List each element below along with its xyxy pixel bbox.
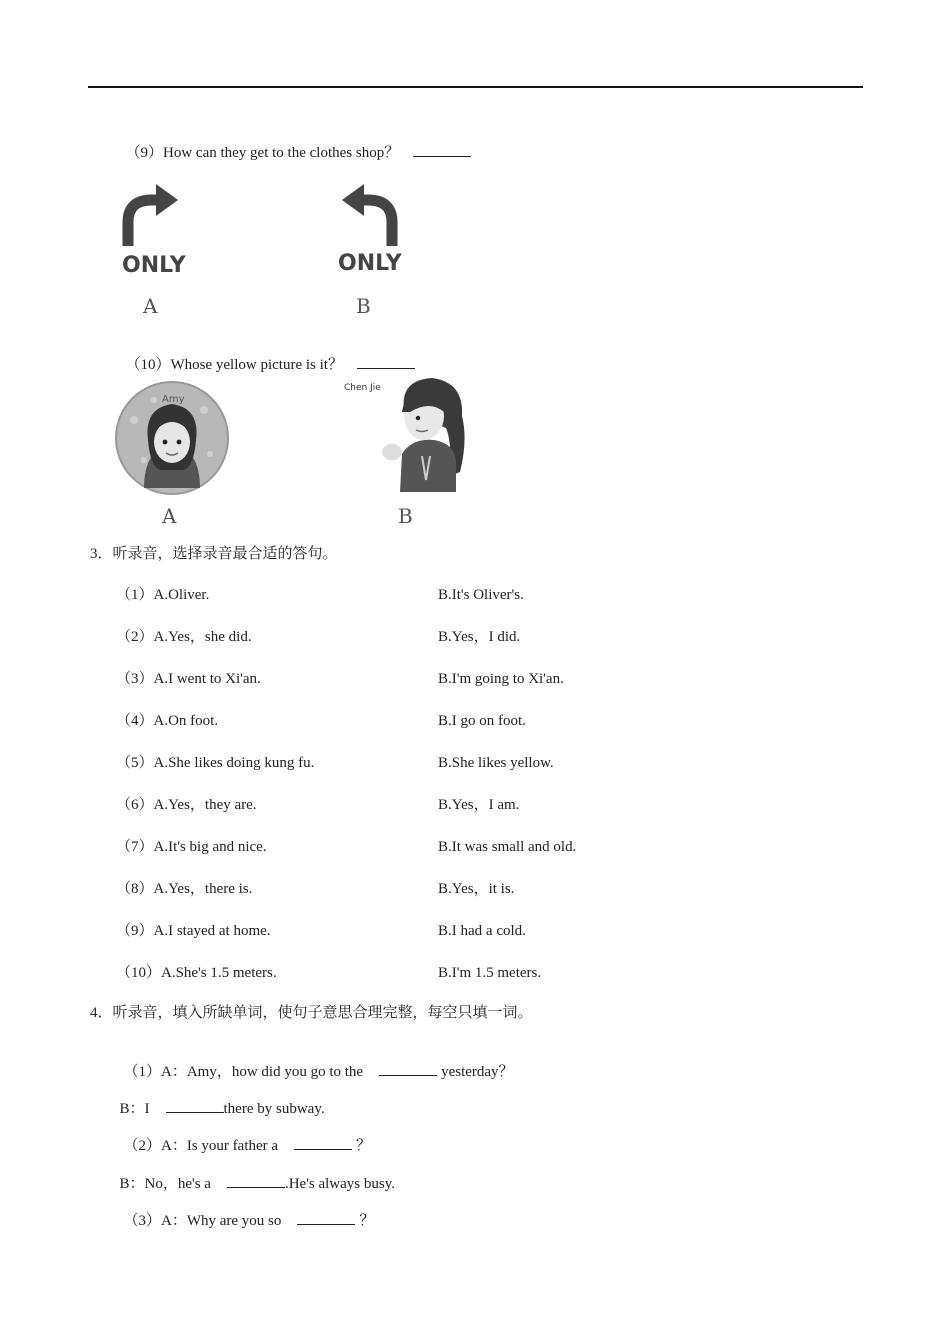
q4-line5 [116,1190,374,1231]
q3-row6-option-b[interactable]: B.Yes，I am. [438,797,520,813]
q2-item10-option-a[interactable]: A [162,504,177,528]
turn-left-only-sign [334,180,406,280]
q3-row6-option-a[interactable]: （6）A.Yes，they are. [116,797,257,813]
q2-item9-option-a[interactable]: A [143,294,158,318]
q4-heading: 4．听录音，填入所缺单词，使句子意思合理完整，每空只填一词。 [90,1005,533,1021]
answer-blank[interactable] [379,1061,437,1076]
q4-line3 [116,1115,371,1156]
q4-line1 [116,1041,514,1082]
answer-blank[interactable] [294,1135,352,1150]
q3-row2-option-a[interactable]: （2）A.Yes，she did. [116,629,252,645]
amy-picture [114,380,230,496]
q3-row1-option-a[interactable]: （1）A.Oliver. [116,587,210,603]
q3-row4-option-b[interactable]: B.I go on foot. [438,713,526,729]
q3-row5-option-b[interactable]: B.She likes yellow. [438,755,554,771]
q2-item9-text: （9）How can they get to the clothes shop？ [125,145,400,161]
q4-line1-text-a: （1）A：Amy，how did you go to the [123,1064,364,1080]
q4-line2-text-b: there by subway. [223,1101,325,1117]
q4-line4-text-a: B：No，he's a [119,1176,211,1192]
q3-row9-option-a[interactable]: （9）A.I stayed at home. [116,923,271,939]
q4-line1-text-b: yesterday？ [441,1064,514,1080]
q2-item10-text: （10）Whose yellow picture is it？ [125,357,343,373]
q2-item10-prompt [118,334,419,375]
q4-line2-text-a: B：I [119,1101,150,1117]
q3-row3-option-b[interactable]: B.I'm going to Xi'an. [438,671,564,687]
q3-row5-option-a[interactable]: （5）A.She likes doing kung fu. [116,755,315,771]
sign-b-text: ONLY [338,251,402,276]
q3-row8-option-a[interactable]: （8）A.Yes，there is. [116,881,253,897]
q4-line3-text-a: （2）A：Is your father a [123,1138,279,1154]
answer-blank[interactable] [297,1210,355,1225]
q2-item9-option-b[interactable]: B [356,294,371,318]
q2-item10-option-b[interactable]: B [398,504,413,528]
q3-row10-option-a[interactable]: （10）A.She's 1.5 meters. [116,965,277,981]
q4-line5-text-a: （3）A：Why are you so [123,1213,282,1229]
q4-line5-text-b: ？ [359,1213,375,1229]
q4-line2 [112,1078,325,1119]
answer-blank[interactable] [166,1098,224,1113]
q4-line4-text-b: .He's always busy. [284,1176,395,1192]
answer-blank[interactable] [357,354,415,369]
q3-row2-option-b[interactable]: B.Yes，I did. [438,629,521,645]
sign-a-text: ONLY [122,253,186,278]
answer-blank[interactable] [413,142,471,157]
q3-row4-option-a[interactable]: （4）A.On foot. [116,713,219,729]
q3-row7-option-b[interactable]: B.It was small and old. [438,839,577,855]
header-rule [88,86,863,88]
q3-row10-option-b[interactable]: B.I'm 1.5 meters. [438,965,542,981]
q3-row3-option-a[interactable]: （3）A.I went to Xi'an. [116,671,261,687]
answer-blank[interactable] [227,1173,285,1188]
q4-line3-text-b: ？ [356,1138,372,1154]
chen-jie-picture [340,372,472,496]
turn-right-only-sign [116,180,188,280]
q3-heading: 3．听录音，选择录音最合适的答句。 [90,546,338,562]
q3-row7-option-a[interactable]: （7）A.It's big and nice. [116,839,267,855]
chen-jie-name-text: Chen Jie [344,383,381,393]
q2-item9-prompt [118,122,475,163]
q4-line4 [112,1153,395,1194]
q3-row9-option-b[interactable]: B.I had a cold. [438,923,526,939]
amy-name-text: Amy [162,394,185,405]
q3-row8-option-b[interactable]: B.Yes，it is. [438,881,515,897]
q3-row1-option-b[interactable]: B.It's Oliver's. [438,587,524,603]
